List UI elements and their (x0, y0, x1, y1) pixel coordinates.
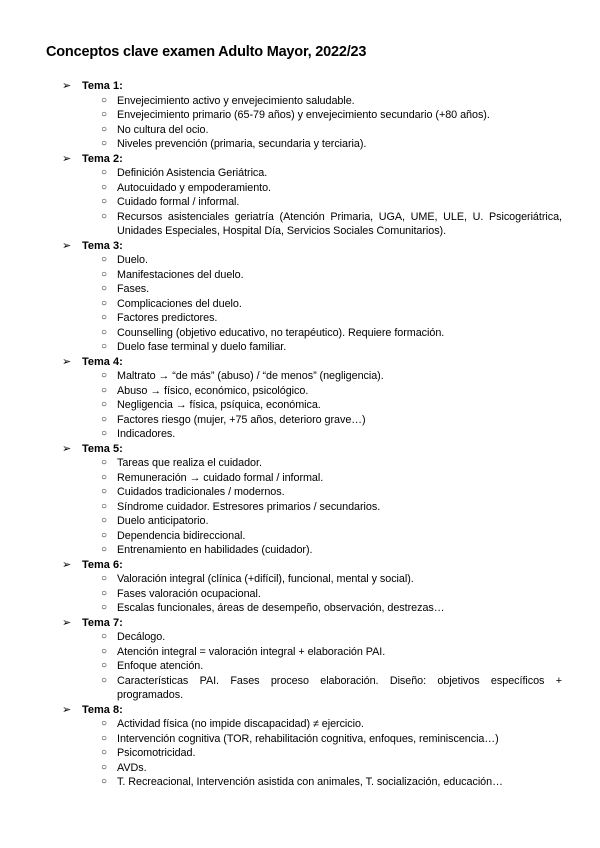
list-item (62, 645, 562, 660)
circle-bullet-icon: ○ (101, 399, 107, 410)
topic-label: Tema 6: (82, 558, 123, 571)
circle-bullet-icon: ○ (101, 196, 107, 207)
topic-label: Tema 8: (82, 703, 123, 716)
circle-bullet-icon: ○ (101, 94, 107, 106)
list-item (62, 297, 562, 312)
list-item-text: Negligencia → física, psíquica, económica. (117, 399, 321, 411)
list-item-text: Recursos asistenciales geriatría (Atención Primaria, UGA, UME, ULE, U. Psicogeriátrica, Unidades Especiales, Hospital Día, Servicios Sociales Comunitarios). (117, 210, 562, 237)
list-item (62, 746, 562, 761)
circle-bullet-icon: ○ (101, 515, 107, 526)
list-item-text: Psicomotricidad. (117, 747, 196, 759)
circle-bullet-icon: ○ (101, 268, 107, 280)
circle-bullet-icon: ○ (101, 587, 107, 599)
list-item (62, 659, 562, 674)
circle-bullet-icon: ○ (101, 645, 107, 657)
topic-label: Tema 7: (82, 616, 123, 629)
topic-heading (62, 239, 562, 254)
list-item-text: Actividad física (no impide discapacidad) ≠ ejercicio. (117, 718, 364, 730)
list-item-text: Factores predictores. (117, 312, 218, 324)
arrow-bullet-icon: ➢ (62, 442, 72, 455)
topic-item-list (62, 253, 562, 355)
circle-bullet-icon: ○ (101, 761, 107, 773)
circle-bullet-icon: ○ (101, 283, 107, 294)
list-item (62, 340, 562, 355)
list-item (62, 732, 562, 747)
circle-bullet-icon: ○ (101, 486, 107, 497)
list-item-text: Duelo. (117, 254, 148, 266)
list-item-text: Dependencia bidireccional. (117, 529, 246, 542)
topic-item-list (62, 717, 562, 790)
list-item-text: T. Recreacional, Intervención asistida con animales, T. socialización, educación… (117, 776, 503, 788)
circle-bullet-icon: ○ (101, 370, 107, 381)
list-item (62, 485, 562, 500)
list-item-text: Síndrome cuidador. Estresores primarios / secundarios. (117, 500, 381, 513)
list-item (62, 717, 562, 732)
circle-bullet-icon: ○ (101, 747, 107, 758)
arrow-bullet-icon: ➢ (62, 355, 72, 368)
list-item (62, 123, 562, 138)
circle-bullet-icon: ○ (101, 167, 107, 178)
circle-bullet-icon: ○ (101, 181, 107, 193)
circle-bullet-icon: ○ (101, 471, 107, 483)
list-item-text: Decálogo. (117, 631, 166, 643)
list-item-text: AVDs. (117, 761, 147, 774)
circle-bullet-icon: ○ (101, 660, 107, 671)
list-item-text: Tareas que realiza el cuidador. (117, 457, 262, 469)
topic-label: Tema 2: (82, 152, 123, 165)
circle-bullet-icon: ○ (101, 631, 107, 642)
list-item-text: Complicaciones del duelo. (117, 297, 242, 310)
topic-list (62, 79, 562, 790)
list-item-text: Autocuidado y empoderamiento. (117, 181, 272, 194)
list-item-text: Abuso → físico, económico, psicológico. (117, 384, 309, 397)
circle-bullet-icon: ○ (101, 384, 107, 396)
circle-bullet-icon: ○ (101, 573, 107, 584)
list-item-text: Factores riesgo (mujer, +75 años, deterioro grave…) (117, 413, 366, 426)
topic-heading (62, 703, 562, 718)
circle-bullet-icon: ○ (101, 776, 107, 787)
arrow-bullet-icon: ➢ (62, 616, 72, 629)
list-item-text: Fases. (117, 283, 150, 295)
list-item (62, 195, 562, 210)
list-item (62, 108, 562, 123)
list-item-text: Indicadores. (117, 428, 176, 440)
list-item-text: Remuneración → cuidado formal / informal. (117, 471, 324, 484)
list-item-text: No cultura del ocio. (117, 123, 209, 136)
list-item (62, 413, 562, 428)
list-item (62, 398, 562, 413)
list-item (62, 166, 562, 181)
list-item (62, 210, 562, 239)
list-item (62, 471, 562, 486)
list-item-text: Manifestaciones del duelo. (117, 268, 244, 281)
list-item (62, 427, 562, 442)
topic-item-list (62, 456, 562, 558)
list-item-text: Duelo anticipatorio. (117, 515, 209, 527)
arrow-bullet-icon: ➢ (62, 80, 72, 92)
circle-bullet-icon: ○ (101, 297, 107, 309)
list-item (62, 137, 562, 152)
list-item (62, 384, 562, 399)
list-item (62, 369, 562, 384)
circle-bullet-icon: ○ (101, 529, 107, 541)
list-item-text: Cuidados tradicionales / modernos. (117, 486, 285, 498)
circle-bullet-icon: ○ (101, 602, 107, 613)
arrow-bullet-icon: ➢ (62, 239, 72, 252)
list-item (62, 587, 562, 602)
list-item-text: Duelo fase terminal y duelo familiar. (117, 341, 287, 353)
list-item (62, 529, 562, 544)
circle-bullet-icon: ○ (101, 674, 107, 686)
list-item (62, 311, 562, 326)
list-item-text: Escalas funcionales, áreas de desempeño, observación, destrezas… (117, 602, 445, 614)
list-item (62, 181, 562, 196)
circle-bullet-icon: ○ (101, 732, 107, 744)
list-item (62, 456, 562, 471)
list-item-text: Envejecimiento activo y envejecimiento saludable. (117, 94, 355, 107)
list-item (62, 674, 562, 703)
topic-heading (62, 558, 562, 573)
topic-item-list (62, 166, 562, 239)
topic-heading (62, 616, 562, 631)
topic-item-list (62, 630, 562, 703)
circle-bullet-icon: ○ (101, 718, 107, 729)
list-item (62, 282, 562, 297)
list-item-text: Entrenamiento en habilidades (cuidador). (117, 544, 313, 556)
list-item (62, 775, 562, 790)
list-item-text: Atención integral = valoración integral + elaboración PAI. (117, 645, 386, 658)
arrow-bullet-icon: ➢ (62, 558, 72, 571)
list-item (62, 543, 562, 558)
list-item-text: Fases valoración ocupacional. (117, 587, 261, 600)
topic-label: Tema 1: (82, 80, 123, 92)
topic-label: Tema 4: (82, 355, 123, 368)
list-item-text: Definición Asistencia Geriátrica. (117, 167, 268, 179)
list-item-text: Enfoque atención. (117, 660, 204, 672)
circle-bullet-icon: ○ (101, 254, 107, 265)
circle-bullet-icon: ○ (101, 123, 107, 135)
circle-bullet-icon: ○ (101, 210, 107, 222)
list-item-text: Intervención cognitiva (TOR, rehabilitación cognitiva, enfoques, reminiscencia…) (117, 732, 499, 745)
topic-heading (62, 152, 562, 167)
list-item (62, 326, 562, 341)
topic-item-list (62, 94, 562, 152)
list-item-text: Counselling (objetivo educativo, no terapéutico). Requiere formación. (117, 326, 445, 339)
list-item (62, 572, 562, 587)
list-item (62, 761, 562, 776)
list-item-text: Envejecimiento primario (65-79 años) y envejecimiento secundario (+80 años). (117, 109, 490, 121)
list-item (62, 514, 562, 529)
list-item (62, 500, 562, 515)
topic-heading (62, 355, 562, 370)
circle-bullet-icon: ○ (101, 341, 107, 352)
circle-bullet-icon: ○ (101, 109, 107, 120)
circle-bullet-icon: ○ (101, 457, 107, 468)
document-title: Conceptos clave examen Adulto Mayor, 2022/23 (46, 44, 367, 60)
list-item (62, 268, 562, 283)
list-item-text: Valoración integral (clínica (+difícil), funcional, mental y social). (117, 573, 414, 585)
circle-bullet-icon: ○ (101, 544, 107, 555)
topic-heading (62, 79, 562, 94)
circle-bullet-icon: ○ (101, 326, 107, 338)
list-item (62, 601, 562, 616)
list-item-text: Niveles prevención (primaria, secundaria y terciaria). (117, 138, 367, 150)
circle-bullet-icon: ○ (101, 413, 107, 425)
circle-bullet-icon: ○ (101, 500, 107, 512)
list-item (62, 94, 562, 109)
list-item (62, 630, 562, 645)
list-item-text: Características PAI. Fases proceso elaboración. Diseño: objetivos específicos + programados. (117, 674, 562, 701)
topic-item-list (62, 572, 562, 616)
circle-bullet-icon: ○ (101, 428, 107, 439)
list-item (62, 253, 562, 268)
list-item-text: Cuidado formal / informal. (117, 196, 240, 208)
arrow-bullet-icon: ➢ (62, 703, 72, 716)
topic-item-list (62, 369, 562, 442)
topic-label: Tema 3: (82, 239, 123, 252)
topic-heading (62, 442, 562, 457)
arrow-bullet-icon: ➢ (62, 152, 72, 165)
circle-bullet-icon: ○ (101, 138, 107, 149)
list-item-text: Maltrato → “de más” (abuso) / “de menos” (negligencia). (117, 370, 384, 382)
topic-label: Tema 5: (82, 442, 123, 455)
circle-bullet-icon: ○ (101, 312, 107, 323)
